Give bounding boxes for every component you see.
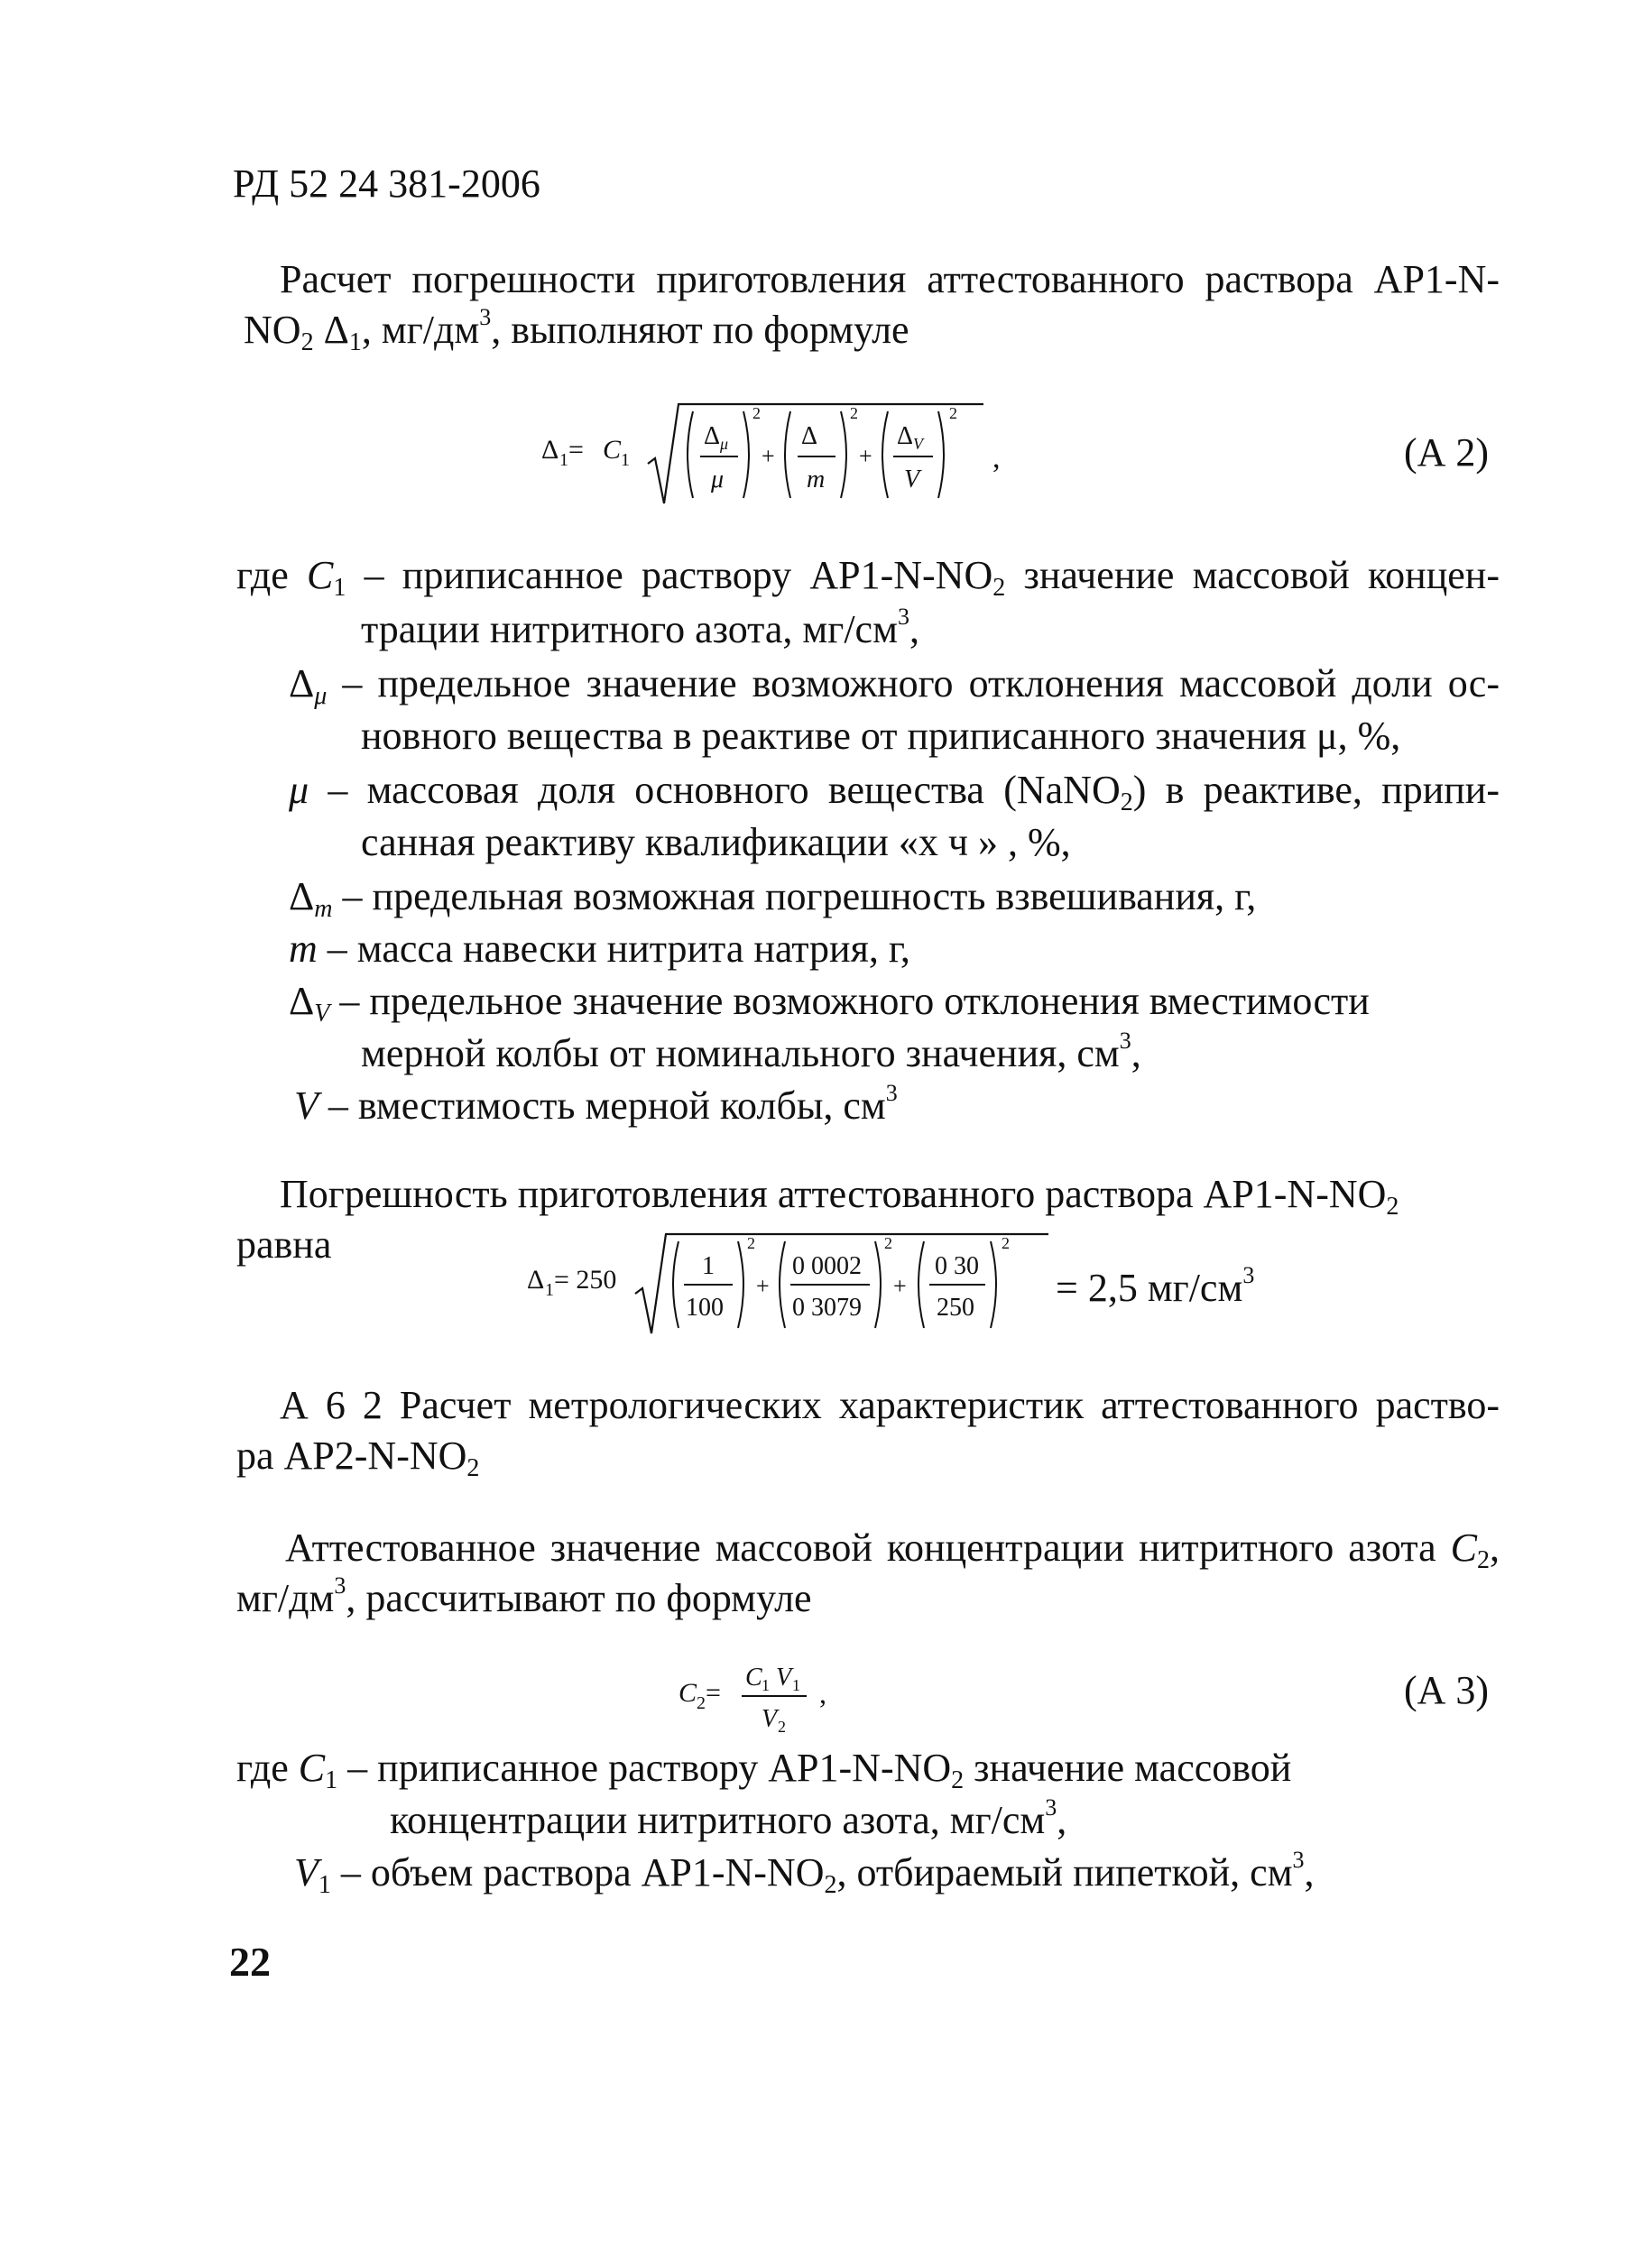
- subscript: m: [314, 895, 333, 923]
- text: – предельная возможная погрешность взвешивания, г,: [332, 874, 1257, 918]
- formula-a3-den: V: [762, 1705, 778, 1733]
- formula-calc-lhs: Δ: [527, 1265, 545, 1295]
- text: – объем раствора АР1-N-NO: [330, 1850, 825, 1895]
- paren-left: [882, 411, 888, 498]
- calc-plus-2: +: [893, 1273, 907, 1299]
- para1-line1: [280, 254, 1500, 305]
- text: , мг/дм: [361, 308, 480, 352]
- def-delta-v: [289, 976, 1370, 1027]
- text: ,: [1304, 1850, 1315, 1895]
- text: ,: [1131, 1031, 1141, 1075]
- paren-left: [785, 411, 790, 498]
- text: , отбираемый пипеткой, см: [836, 1850, 1293, 1895]
- symbol: C: [298, 1746, 326, 1790]
- formula-a2-lhs-sub: 1: [559, 450, 568, 470]
- superscript: 3: [1119, 1028, 1131, 1054]
- def-v: [294, 1081, 898, 1131]
- text: ,: [1490, 1526, 1500, 1570]
- subscript: 2: [1120, 788, 1133, 816]
- formula-a3-num-c-sub: 1: [762, 1676, 770, 1694]
- def-delta-mu: [289, 659, 1500, 709]
- def2-c1-cont: [390, 1795, 1066, 1846]
- term1-den: μ: [711, 466, 725, 493]
- subscript: 1: [318, 1871, 331, 1899]
- term3-den: V: [904, 466, 920, 493]
- document-code-text: РД 52 24 381-2006: [233, 161, 540, 206]
- superscript: 3: [334, 1572, 346, 1599]
- calc-term2-num: 0 0002: [792, 1252, 862, 1280]
- paren-left: [780, 1241, 785, 1328]
- paren-right: [743, 411, 749, 498]
- calc-term3-num: 0 30: [935, 1252, 979, 1280]
- formula-a2-lhs: Δ: [541, 435, 559, 465]
- paren-right: [738, 1241, 743, 1328]
- text: – предельное значение возможного отклонения массовой доли ос-: [327, 661, 1500, 705]
- text: , выполняют по формуле: [491, 308, 909, 352]
- text: – приписанное раствору АР1-N-NO: [337, 1746, 952, 1790]
- text: ,: [909, 607, 919, 651]
- term2-num: Δ: [801, 422, 818, 450]
- formula-a3-den-sub: 2: [778, 1718, 786, 1736]
- text: Аттестованное значение массовой концентрации нитритного азота: [285, 1526, 1451, 1570]
- text: ра АР2-N-NO: [236, 1434, 467, 1478]
- text: – масса навески нитрита натрия, г,: [317, 927, 910, 971]
- calc-term2-pow: 2: [884, 1234, 892, 1252]
- formula-a3-eq: =: [706, 1678, 721, 1708]
- symbol: Δ: [289, 874, 315, 918]
- paren-left: [673, 1241, 679, 1328]
- text: = 2,5 мг/см: [1056, 1266, 1243, 1310]
- formula-calc-result: [1056, 1263, 1254, 1314]
- para2-line2: [236, 1220, 331, 1270]
- superscript: 3: [1292, 1847, 1305, 1873]
- subscript: μ: [314, 682, 328, 710]
- formula-a3: [675, 1656, 855, 1747]
- text: санная реактиву квалификации «х ч » , %,: [361, 820, 1071, 864]
- paren-left: [919, 1241, 924, 1328]
- formula-a3-num-c: C: [745, 1664, 762, 1692]
- text: где: [236, 553, 307, 597]
- para3-line2: [236, 1573, 812, 1624]
- symbol: C: [1450, 1526, 1477, 1570]
- def-mu-cont: [361, 817, 1071, 868]
- text: – предельное значение возможного отклонения вместимости: [329, 979, 1370, 1023]
- subscript: 1: [325, 1766, 338, 1794]
- def-c1: [236, 550, 1500, 601]
- text: – массовая доля основного вещества (NaNO: [309, 768, 1121, 812]
- page-number: 22: [229, 1939, 271, 1985]
- section-a62-line1: [280, 1380, 1500, 1431]
- para1-line2: [244, 305, 909, 355]
- formula-a2-number: (А 2): [1404, 430, 1490, 475]
- term1-pow: 2: [752, 404, 761, 422]
- subscript: V: [314, 1000, 330, 1028]
- formula-calc: [523, 1222, 1056, 1339]
- formula-a3-num-v: V: [776, 1664, 792, 1692]
- symbol: μ: [289, 768, 309, 812]
- text: А 6 2 Расчет метрологических характеристик аттестованного раство-: [280, 1383, 1500, 1427]
- superscript: 3: [479, 304, 492, 330]
- text: – приписанное раствору АР1-N-NO: [346, 553, 993, 597]
- def-m: [289, 924, 910, 974]
- symbol: Δ: [289, 661, 315, 705]
- para1-line1-text: Расчет погрешности приготовления аттестованного раствора АР1-N-: [280, 257, 1500, 301]
- term3-num: Δ: [897, 422, 914, 450]
- plus-2: +: [859, 443, 872, 469]
- text: мг/дм: [236, 1576, 335, 1620]
- term1-num-sub: μ: [720, 435, 729, 453]
- symbol: V: [294, 1850, 318, 1895]
- def2-c1: [236, 1743, 1291, 1793]
- text: ) в реактиве, припи-: [1132, 768, 1500, 812]
- text: значение массовой концен-: [1005, 553, 1500, 597]
- subscript: 2: [824, 1871, 837, 1899]
- text: концентрации нитритного азота, мг/см: [390, 1798, 1046, 1842]
- def-delta-m: [289, 871, 1256, 922]
- paren-right: [991, 1241, 996, 1328]
- formula-a2: [532, 393, 1020, 511]
- formula-a2-eq: =: [568, 435, 584, 465]
- plus-1: +: [762, 443, 775, 469]
- calc-term1-num: 1: [702, 1252, 715, 1280]
- paren-right: [938, 411, 944, 498]
- text: – вместимость мерной колбы, см: [318, 1083, 886, 1128]
- calc-term3-den: 250: [937, 1294, 974, 1322]
- term3-pow: 2: [949, 404, 957, 422]
- subscript: 2: [466, 1454, 480, 1482]
- calc-term3-pow: 2: [1002, 1234, 1010, 1252]
- def-delta-v-cont: [361, 1028, 1141, 1079]
- text: значение массовой: [964, 1746, 1292, 1790]
- document-code: [233, 159, 540, 209]
- paren-right: [875, 1241, 881, 1328]
- term1-num: Δ: [704, 422, 721, 450]
- calc-plus-1: +: [756, 1273, 770, 1299]
- formula-a3-lhs-sub: 2: [697, 1693, 706, 1713]
- subscript: 2: [1386, 1193, 1399, 1221]
- formula-calc-eq: = 250: [554, 1265, 617, 1295]
- text: новного вещества в реактиве от приписанного значения μ, %,: [361, 714, 1401, 758]
- superscript: 3: [1242, 1262, 1255, 1288]
- term3-num-sub: V: [913, 435, 923, 453]
- formula-a3-number: (А 3): [1404, 1668, 1490, 1712]
- text: равна: [236, 1222, 332, 1267]
- superscript: 3: [885, 1080, 898, 1106]
- calc-term2-den: 0 3079: [792, 1294, 862, 1322]
- term2-den: m: [807, 466, 826, 493]
- paren-left: [688, 411, 693, 498]
- calc-term1-pow: 2: [747, 1234, 755, 1252]
- text: где: [236, 1746, 299, 1790]
- subscript: 1: [333, 574, 346, 602]
- superscript: 3: [1045, 1794, 1057, 1821]
- paren-right: [841, 411, 846, 498]
- text: трации нитритного азота, мг/см: [361, 607, 898, 651]
- text: мерной колбы от номинального значения, см: [361, 1031, 1120, 1075]
- def2-v1: [294, 1848, 1315, 1898]
- subscript: 1: [348, 328, 362, 356]
- def-mu: [289, 765, 1500, 816]
- text: Δ: [313, 308, 349, 352]
- symbol: m: [289, 927, 318, 971]
- para2-line1: [280, 1169, 1399, 1220]
- symbol: C: [307, 553, 334, 597]
- formula-a3-lhs: C: [679, 1678, 697, 1708]
- formula-a3-num-v-sub: 1: [792, 1676, 800, 1694]
- text: NO: [244, 308, 301, 352]
- def-c1-cont: [361, 604, 919, 655]
- para3-line1: [285, 1523, 1500, 1573]
- formula-a2-comma: ,: [992, 441, 1001, 475]
- calc-term1-den: 100: [686, 1294, 724, 1322]
- term2-pow: 2: [850, 404, 858, 422]
- formula-a3-comma: ,: [819, 1677, 826, 1710]
- formula-calc-lhs-sub: 1: [545, 1280, 554, 1300]
- subscript: 2: [951, 1766, 965, 1794]
- symbol: V: [294, 1083, 318, 1128]
- text: Погрешность приготовления аттестованного раствора АР1-N-NO: [280, 1172, 1387, 1216]
- section-a62-line2: [236, 1431, 479, 1481]
- symbol: Δ: [289, 979, 315, 1023]
- superscript: 3: [897, 604, 909, 630]
- formula-a2-c: C: [603, 435, 622, 465]
- text: ,: [1057, 1798, 1067, 1842]
- subscript: 2: [992, 574, 1006, 602]
- subscript: 2: [1477, 1546, 1490, 1574]
- formula-a2-c-sub: 1: [621, 450, 630, 470]
- def-delta-mu-cont: [361, 711, 1400, 761]
- text: , рассчитывают по формуле: [346, 1576, 812, 1620]
- subscript: 2: [300, 328, 314, 356]
